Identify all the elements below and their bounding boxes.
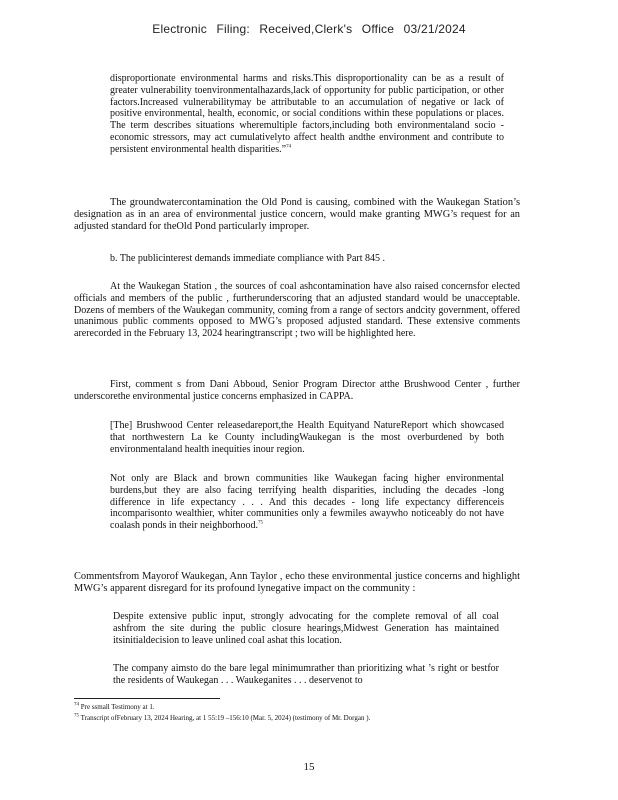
section-heading-b: b. The publicinterest demands immediate compliance with Part 845 . bbox=[110, 253, 386, 264]
footnote-divider bbox=[74, 698, 220, 699]
footnote-75-number: 75 bbox=[74, 713, 79, 719]
quote-definition-text: disproportionate environmental harms and risks.This disproportionality can be as a result of greater vulnerability toenvironmentalhazards,lack of opportunity for public participation, or other factors.Increased vulnerabilitymay be attributable to an accumulation of negative or lack of positive environmental, health, economic, or social conditions within these populations or places. The term describes situations wheremultiple factors,including both environmentaland socio -economic stressors, may act cumulativelyto affect health andthe environment and contribute to persistent environmental health disparities.” bbox=[110, 73, 504, 155]
footnote-ref-74: 74 bbox=[286, 144, 292, 150]
paragraph-mayor-comments: Commentsfrom Mayorof Waukegan, Ann Taylor , echo these environmental justice concerns and highlight MWG’s apparent disregard for its profound lynegative impact on the community : bbox=[74, 571, 520, 594]
quote-disparities-text: Not only are Black and brown communities like Waukegan facing higher environmental burdens,but they are also facing terrifying health disparities, including the decades -long difference in life expectancy . . . And this decades - long life expectancy differenceis incomparisonto wealthier, whiter communities only a fewmiles awaywho noticeably do not have coalash ponds in their neighborhood. bbox=[110, 473, 504, 532]
paragraph-public-comments: At the Waukegan Station , the sources of coal ashcontamination have also raised concernsfor elected officials and members of the public , furtherunderscoring that an adjusted standard would be unacceptable. Dozens of members of the Waukegan community, coming from a range of sectors andcity government, offered unanimous public comments opposed to MWG’s proposed adjusted standard. These extensive comments arerecorded in the February 13, 2024 hearingtranscript ; two will be highlighted here. bbox=[74, 281, 520, 340]
footnote-74 bbox=[74, 703, 155, 712]
footnote-ref-75: 75 bbox=[258, 520, 264, 526]
footnote-75-text: Transcript ofFebruary 13, 2024 Hearing, at 1 55:19 –156:10 (Mar. 5, 2024) (testimony of Mr. Dorgan ). bbox=[80, 714, 371, 722]
page-number: 15 bbox=[303, 761, 315, 773]
filing-header: Electronic Filing: Received,Clerk's Office 03/21/2024 bbox=[152, 22, 466, 36]
block-quote-definition bbox=[110, 73, 504, 156]
footnote-75 bbox=[74, 714, 370, 723]
block-quote-mayor-2: The company aimsto do the bare legal minimumrather than prioritizing what ’s right or bestfor the residents of Waukegan . . . Waukeganites . . . deservenot to bbox=[113, 663, 499, 686]
paragraph-groundwater: The groundwatercontamination the Old Pond is causing, combined with the Waukegan Station’s designation as in an area of environmental justice concern, would make granting MWG’s request for an adjusted standard for theOld Pond particularly improper. bbox=[74, 197, 520, 232]
block-quote-disparities bbox=[110, 473, 504, 532]
footnote-74-text: Pre ssmall Testimony at 1. bbox=[80, 703, 155, 711]
paragraph-abboud-intro: First, comment s from Dani Abboud, Senior Program Director atthe Brushwood Center , further underscorethe environmental justice concerns emphasized in CAPPA. bbox=[74, 379, 520, 402]
block-quote-mayor-1: Despite extensive public input, strongly advocating for the complete removal of all coal ashfrom the site during the public closure hearings,Midwest Generation has maintained itsinitialdecision to leave unlined coal ashat this location. bbox=[113, 611, 499, 646]
block-quote-brushwood: [The] Brushwood Center releasedareport,the Health Equityand NatureReport which showcased that northwestern La ke County includingWaukegan is the most overburdened by both environmentaland health inequities inour region. bbox=[110, 420, 504, 455]
footnote-74-number: 74 bbox=[74, 702, 79, 708]
